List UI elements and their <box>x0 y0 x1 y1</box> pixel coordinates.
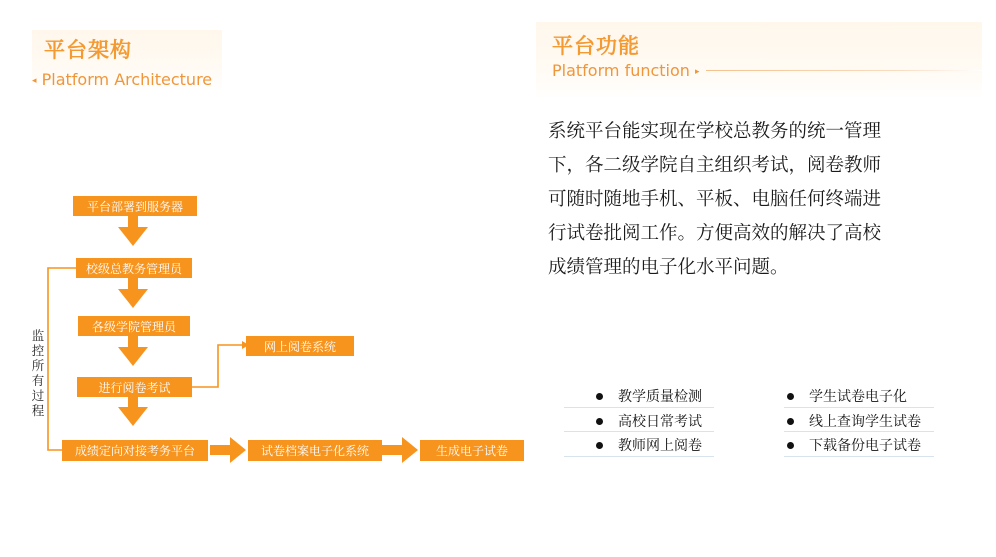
flow-step-archive: 试卷档案电子化系统 <box>248 440 382 461</box>
function-divider <box>564 407 714 408</box>
function-divider <box>784 456 934 457</box>
function-label: 线上查询学生试卷 <box>809 414 921 430</box>
flow-step-deploy: 平台部署到服务器 <box>73 196 197 216</box>
function-label: 教学质量检测 <box>618 389 702 405</box>
function-label: 高校日常考试 <box>618 414 702 430</box>
branch-connector <box>192 345 242 387</box>
flow-step-score-dock: 成绩定向对接考务平台 <box>62 440 208 461</box>
function-label: 教师网上阅卷 <box>618 438 702 454</box>
function-item <box>596 409 702 433</box>
architecture-subtitle-text: Platform Architecture <box>41 70 213 89</box>
flow-step-generate: 生成电子试卷 <box>420 440 524 461</box>
triangle-left-icon: ◂ <box>32 76 37 86</box>
flow-step-college-admin: 各级学院管理员 <box>78 316 190 336</box>
bullet-icon <box>596 393 603 400</box>
down-arrow-4 <box>118 397 148 426</box>
bullet-icon <box>596 442 603 449</box>
function-divider <box>564 431 714 432</box>
function-item <box>787 409 921 433</box>
function-label: 学生试卷电子化 <box>809 389 907 405</box>
function-subtitle-text: Platform function <box>552 61 690 80</box>
architecture-title: 平台架构 <box>44 38 132 62</box>
function-label: 下载备份电子试卷 <box>809 438 921 454</box>
function-divider <box>784 407 934 408</box>
function-item <box>596 384 702 408</box>
function-item <box>596 433 702 457</box>
function-item <box>787 433 921 457</box>
function-title: 平台功能 <box>552 34 640 58</box>
bullet-icon <box>787 418 794 425</box>
function-item <box>787 384 907 408</box>
right-arrow-1 <box>210 437 246 463</box>
flow-step-school-admin: 校级总教务管理员 <box>76 258 192 278</box>
platform-description: 系统平台能实现在学校总教务的统一管理下，各二级学院自主组织考试，阅卷教师可随时随地手机、平板、电脑任何终端进行试卷批阅工作。方便高效的解决了高校成绩管理的电子化水平问题。 <box>548 121 882 278</box>
flow-branch-online-marking: 网上阅卷系统 <box>246 336 354 356</box>
function-divider <box>784 431 934 432</box>
down-arrow-1 <box>118 215 148 246</box>
bullet-icon <box>596 418 603 425</box>
bullet-icon <box>787 393 794 400</box>
monitor-loop <box>48 268 76 450</box>
function-divider <box>564 456 714 457</box>
right-arrow-2 <box>382 437 418 463</box>
flow-step-exam: 进行阅卷考试 <box>77 377 192 397</box>
triangle-right-icon: ▸ <box>695 67 700 77</box>
down-arrow-3 <box>118 335 148 366</box>
bullet-icon <box>787 442 794 449</box>
monitor-label: 监控所有过程 <box>31 328 45 418</box>
down-arrow-2 <box>118 277 148 308</box>
